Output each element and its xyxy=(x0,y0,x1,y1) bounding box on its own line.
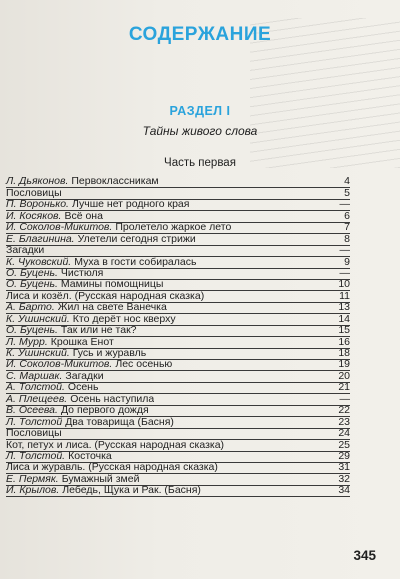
toc-page-number: 20 xyxy=(338,369,350,382)
toc-entry xyxy=(6,234,350,245)
toc-work-title: Лиса и козёл. (Русская народная сказка) xyxy=(6,290,205,302)
toc-author: И. Косяков. xyxy=(6,209,62,222)
toc-page-number: 29 xyxy=(338,449,350,462)
toc-entry xyxy=(6,326,350,337)
toc-entry xyxy=(6,291,350,302)
toc-page-number: 21 xyxy=(338,381,350,394)
toc-work-title: Так или не так? xyxy=(60,325,137,337)
toc-entry xyxy=(6,177,350,188)
toc-work-title: Пролетело жаркое лето xyxy=(115,222,232,234)
toc-work-title: Мамины помощницы xyxy=(60,279,164,291)
page-title: СОДЕРЖАНИЕ xyxy=(128,24,272,45)
toc-work-title: Осень наступила xyxy=(70,393,155,405)
toc-page-number: 16 xyxy=(338,335,350,348)
toc-page-number: 18 xyxy=(338,347,350,359)
toc-work-title: Крошка Енот xyxy=(50,336,114,348)
toc-work-title: Пословицы xyxy=(6,187,62,199)
toc-work-title: Лиса и журавль. (Русская народная сказка) xyxy=(6,462,218,474)
toc-page-number: 11 xyxy=(339,289,350,302)
toc-page-number: 24 xyxy=(338,427,350,440)
toc-page-number: 9 xyxy=(344,255,350,268)
toc-work-title: До первого дождя xyxy=(60,405,149,417)
toc-page-number: — xyxy=(339,392,350,405)
section-heading: РАЗДЕЛ I xyxy=(169,104,231,118)
toc-author: Л. Мурр. xyxy=(6,335,48,348)
page-number: 345 xyxy=(353,548,376,563)
toc-author: А. Барто. xyxy=(6,301,55,314)
toc-page-number: 13 xyxy=(338,301,350,314)
toc-work-title: Осень xyxy=(67,382,99,394)
part-heading: Часть первая xyxy=(164,157,236,169)
toc-page-number: 6 xyxy=(344,209,350,222)
toc-entry xyxy=(6,417,350,428)
toc-work-title: Кто дерёт нос кверху xyxy=(72,313,176,325)
toc-page-number: 4 xyxy=(344,175,350,188)
toc-author: О. Буцень. xyxy=(6,324,58,337)
toc-work-title: Муха в гости собиралась xyxy=(74,256,197,268)
toc-entry xyxy=(6,280,350,291)
toc-page-number: 19 xyxy=(338,358,350,371)
toc-author: И. Соколов-Микитов. xyxy=(6,221,113,234)
toc-author: Л. Дьяконов. xyxy=(6,175,69,188)
toc-work-title: Два товарища (Басня) xyxy=(65,416,174,428)
toc-work-title: Косточка xyxy=(68,450,112,462)
toc-entry xyxy=(6,429,350,440)
toc-work-title: Улетели сегодня стрижи xyxy=(77,233,196,245)
toc-work-title: Первоклассникам xyxy=(71,176,159,188)
toc-entry xyxy=(6,486,350,497)
toc-author: К. Ушинский. xyxy=(6,312,70,325)
toc-entry xyxy=(6,449,350,463)
toc-author: Л. Толстой xyxy=(6,415,63,428)
toc-work-title: Лучше нет родного края xyxy=(71,199,190,211)
toc-work-title: Чистюля xyxy=(60,267,104,279)
toc-work-title: Жил на свете Ванечка xyxy=(57,302,167,314)
toc-author: И. Соколов-Микитов. xyxy=(6,358,113,371)
toc-author: Л. Толстой. xyxy=(6,449,66,462)
toc-author: А. Плещеев. xyxy=(6,392,68,405)
toc-author: Е. Пермяк. xyxy=(6,472,59,485)
toc-author: О. Буцень. xyxy=(6,266,58,279)
toc-page-number: 32 xyxy=(338,472,350,485)
toc-author: И. Крылов. xyxy=(6,484,60,497)
toc-page-number: 10 xyxy=(338,278,350,291)
toc-page-number: — xyxy=(339,198,350,211)
toc-work-title: Загадки xyxy=(6,245,45,257)
toc-work-title: Пословицы xyxy=(6,428,62,440)
toc-author: Е. Благинина. xyxy=(6,232,75,245)
toc-author: П. Воронько. xyxy=(6,198,69,211)
toc-author: О. Буцень. xyxy=(6,278,58,291)
toc-page-number: 23 xyxy=(338,415,350,428)
toc-page-number: 15 xyxy=(338,324,350,337)
toc-author: В. Осеева. xyxy=(6,404,58,417)
section-subtitle: Тайны живого слова xyxy=(142,124,258,138)
toc-page-number: 7 xyxy=(344,221,350,234)
toc-page-number: 14 xyxy=(338,312,350,325)
toc-work-title: Лес осенью xyxy=(115,359,173,371)
toc-work-title: Лебедь, Щука и Рак. (Басня) xyxy=(62,485,201,497)
toc-page-number: 22 xyxy=(338,404,350,417)
toc-page-number: 8 xyxy=(344,232,350,245)
toc-author: К. Чуковский. xyxy=(6,255,72,268)
toc-page-number: 25 xyxy=(338,438,350,451)
toc-work-title: Всё она xyxy=(64,210,103,222)
toc-work-title: Загадки xyxy=(65,370,104,382)
toc-work-title: Бумажный змей xyxy=(61,473,140,485)
toc-work-title: Гусь и журавль xyxy=(72,348,147,359)
toc-page-number: 34 xyxy=(338,484,350,497)
toc-page-number: 5 xyxy=(344,186,350,199)
toc-page-number: 31 xyxy=(338,461,350,474)
toc-work-title: Кот, петух и лиса. (Русская народная сказка) xyxy=(6,439,225,451)
toc-author: А. Толстой. xyxy=(6,381,65,394)
toc-author: К. Ушинский. xyxy=(6,347,70,359)
toc-page-number: — xyxy=(339,266,350,279)
toc-author: С. Маршак. xyxy=(6,369,63,382)
table-of-contents xyxy=(6,177,350,497)
toc-page-number: — xyxy=(339,244,350,257)
